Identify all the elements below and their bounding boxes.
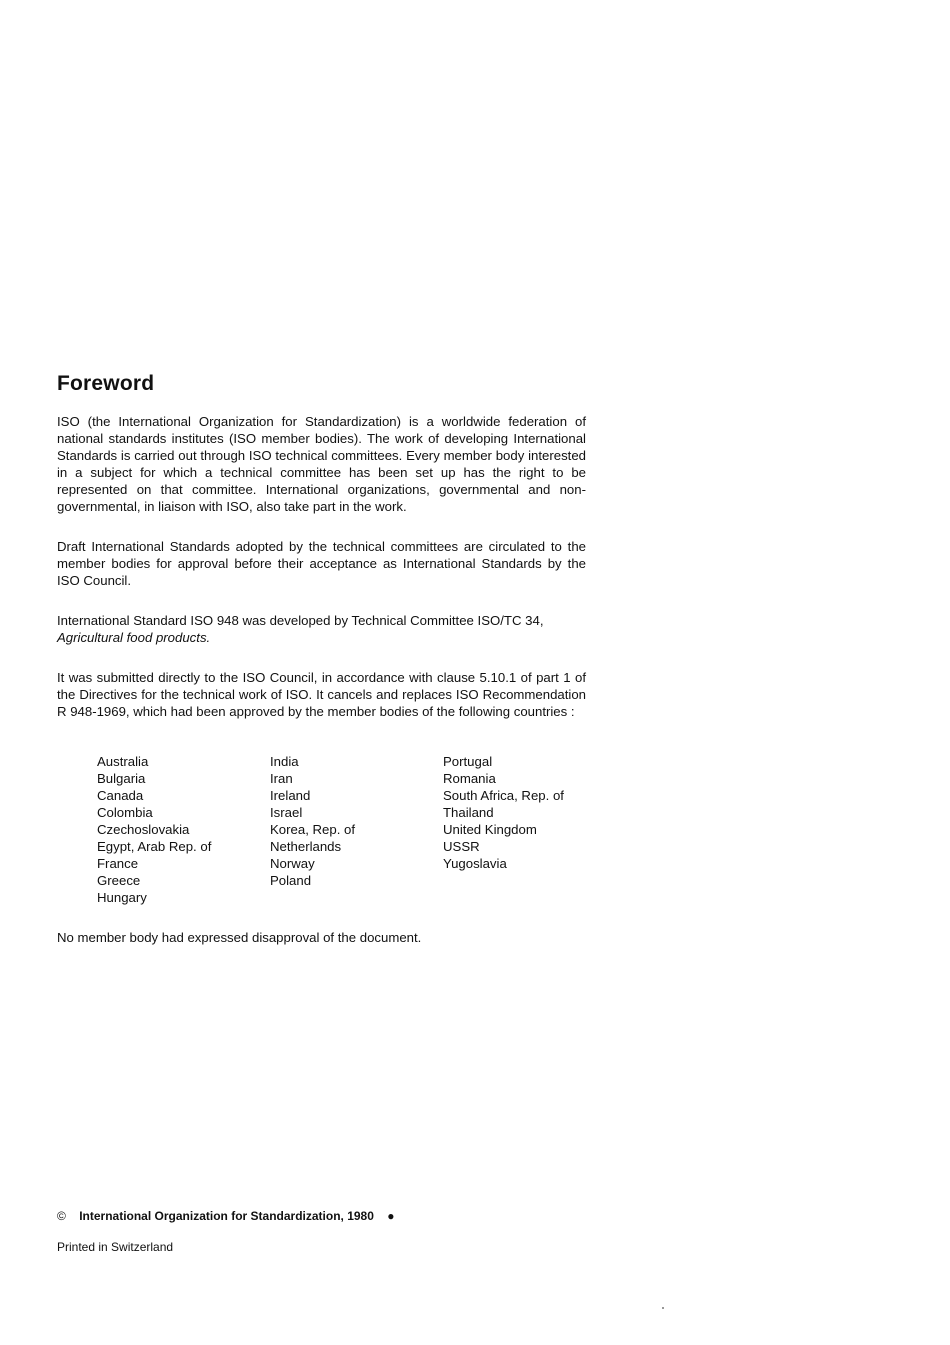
country-item: South Africa, Rep. of xyxy=(443,788,564,803)
paragraph-iso-description: ISO (the International Organization for Standardization) is a worldwide federation of national standards institutes (ISO member bodies). The work of developing International Standards is carried out through ISO technical committees. Every member body interested in a subject for which a technical committee has been set up has the right to be represented on that committee. International organizations, governmental and non-governmental, in liaison with ISO, also take part in the work. xyxy=(57,414,586,514)
country-item: Hungary xyxy=(97,890,147,905)
committee-title: Agricultural food products. xyxy=(57,630,211,645)
copyright-line xyxy=(57,1208,395,1224)
country-item: France xyxy=(97,856,139,871)
countries-list xyxy=(97,753,597,913)
copyright-text: International Organization for Standardization, 1980 xyxy=(79,1209,374,1223)
country-item: Canada xyxy=(97,788,144,803)
country-item: USSR xyxy=(443,839,480,854)
country-item: Poland xyxy=(270,873,312,888)
country-item: United Kingdom xyxy=(443,822,537,837)
country-item: Czechoslovakia xyxy=(97,822,190,837)
printed-in-line: Printed in Switzerland xyxy=(57,1240,174,1254)
paragraph-submission: It was submitted directly to the ISO Council, in accordance with clause 5.10.1 of part 1 of the Directives for the technical work of ISO. It cancels and replaces ISO Recommendation R 948-1969, which had been approved by the member bodies of the following countries : xyxy=(57,670,586,719)
country-item: Iran xyxy=(270,771,293,786)
paragraph-standard-origin xyxy=(57,612,586,646)
copyright-icon: © xyxy=(57,1209,66,1223)
country-item: Korea, Rep. of xyxy=(270,822,356,837)
country-item: Australia xyxy=(97,754,149,769)
country-item: India xyxy=(270,754,299,769)
paragraph-no-disapproval: No member body had expressed disapproval of the document. xyxy=(57,930,422,945)
country-item: Norway xyxy=(270,856,315,871)
country-item: Ireland xyxy=(270,788,311,803)
country-item: Yugoslavia xyxy=(443,856,507,871)
standard-origin-text: International Standard ISO 948 was developed by Technical Committee ISO/TC 34, xyxy=(57,613,544,628)
country-item: Romania xyxy=(443,771,496,786)
country-item: Thailand xyxy=(443,805,494,820)
print-speck xyxy=(662,1307,664,1309)
country-item: Netherlands xyxy=(270,839,342,854)
country-item: Israel xyxy=(270,805,303,820)
foreword-heading: Foreword xyxy=(57,372,155,395)
country-item: Egypt, Arab Rep. of xyxy=(97,839,212,854)
country-item: Bulgaria xyxy=(97,771,146,786)
bullet-icon: ● xyxy=(387,1209,395,1223)
countries-column-1 xyxy=(97,753,211,906)
country-item: Greece xyxy=(97,873,141,888)
countries-column-2 xyxy=(270,753,355,889)
paragraph-draft-standards: Draft International Standards adopted by the technical committees are circulated to the member bodies for approval before their acceptance as International Standards by the ISO Council. xyxy=(57,539,586,588)
country-item: Colombia xyxy=(97,805,153,820)
countries-column-3 xyxy=(443,753,564,872)
country-item: Portugal xyxy=(443,754,493,769)
